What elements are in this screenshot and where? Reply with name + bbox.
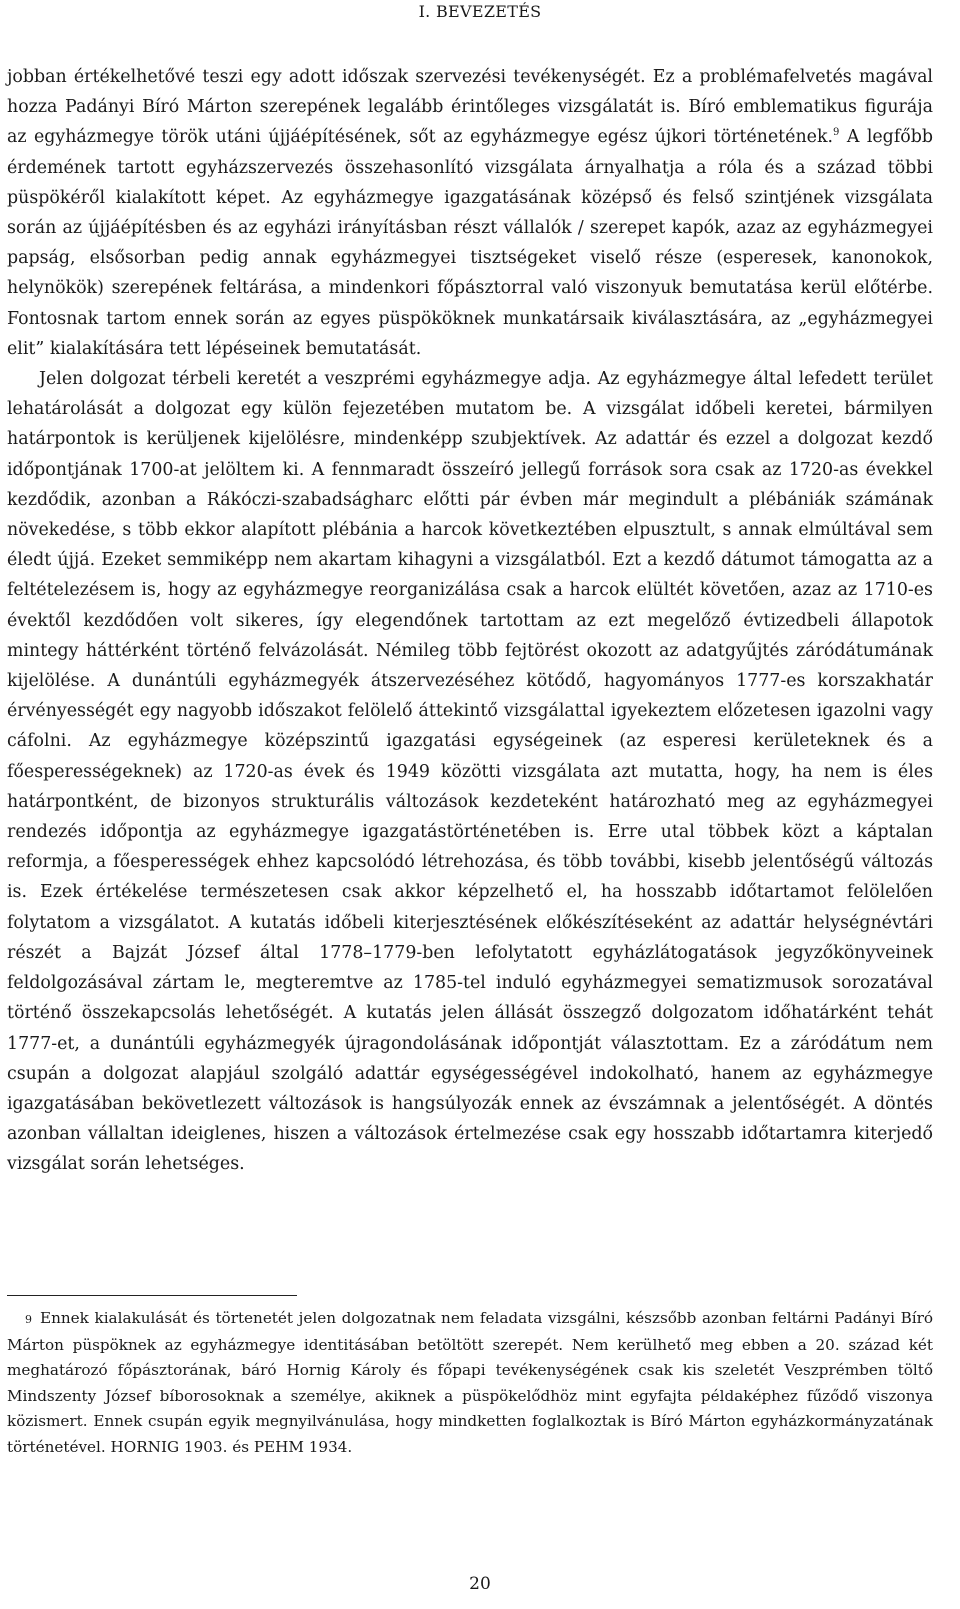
footnote-9	[7, 1306, 933, 1461]
footnote-mark: 9	[25, 1313, 32, 1326]
running-head: I. BEVEZETÉS	[418, 2, 542, 21]
page-number: 20	[469, 1574, 491, 1594]
paragraph-2: Jelen dolgozat térbeli keretét a veszprémi egyházmegye adja. Az egyházmegye által lefedett terület lehatárolását a dolgozat egy külön fejezetében mutatom be. A vizsgálat időbeli keretei, bármilyen határpontok is kerüljenek kijelölésre, mindenképp szubjektívek. Az adattár és ezzel a dolgozat kezdő időpontjának 1700-at jelöltem ki. A fennmaradt összeíró jellegű források sora csak az 1720-as évekkel kezdődik, azonban a Rákóczi-szabadságharc előtti pár évben már megindult a plébániák számának növekedése, s több ekkor alapított plébánia a harcok következtében elpusztult, s annak elmúltával sem éledt újjá. Ezeket semmiképp nem akartam kihagyni a vizsgálatból. Ezt a kezdő dátumot támogatta az a feltételezésem is, hogy az egyházmegye reorganizálása csak a harcok elültét követően, azaz az 1710-es évektől kezdődően volt sikeres, így elegendőnek tartottam az ezt megelőző évtizedbeli állapotok mintegy háttérként történő felvázolását. Némileg több fejtörést okozott az adatgyűjtés záródátumának kijelölése. A dunántúli egyházmegyék átszervezéséhez kötődő, hagyományos 1777-es korszakhatár érvényességét egy nagyobb időszakot felölelő áttekintő vizsgálattal igyekeztem előzetesen igazolni vagy cáfolni. Az egyházmegye középszintű igazgatási egységeinek (az esperesi kerületeknek és a főesperességeknek) az 1720-as évek és 1949 közötti vizsgálata azt mutatta, hogy, ha nem is éles határpontként, de bizonyos strukturális változások kezdeteként határozható meg az egyházmegyei rendezés időpontja az egyházmegye igazgatástörténetében is. Erre utal többek közt a káptalan reformja, a főesperességek ehhez kapcsolódó létrehozása, és több további, kisebb jelentőségű változás is. Ezek értékelése természetesen csak akkor képzelhető el, ha hosszabb időtartamot felölelően folytatom a vizsgálatot. A kutatás időbeli kiterjesztésének előkészítéseként az adattár helységnévtári részét a Bajzát József által 1778–1779-ben lefolytatott egyházlátogatások jegyzőkönyveinek feldolgozásával zártam le, megteremtve az 1785-tel induló egyházmegyei sematizmusok sorozatával történő összekapcsolás lehetőségét. A kutatás jelen állását összegző dolgozatom időhatárként tehát 1777-et, a dunántúli egyházmegyék újragondolásának időpontját választottam. Ez a záródátum nem csupán a dolgozat alapjául szolgáló adattár egységességével indokolható, hanem az egyházmegye igazgatásában bekövetlezett változások is hangsúlyozák ennek az évszámnak a jelentőségét. A döntés azonban vállaltan ideiglenes, hiszen a változások értelmezése csak egy hosszabb időtartamra kiterjedő vizsgálat során lehetséges.	[7, 369, 933, 1175]
body-text	[7, 62, 933, 1180]
paragraph-1-text-b: A legfőbb érdemének tartott egyházszervezés összehasonlító vizsgálata árnyalhatja a róla és a század többi püspökéről kialakított képet. Az egyházmegye igazgatásának középső és felső szintjének vizsgálata során az újjáépítésben és az egyházi irányításban részt vállalók / szerepet kapók, azaz az egyházmegyei papság, elsősorban pedig annak egyházmegyei tisztségeket viselő része (esperesek, kanonokok, helynökök) szerepének feltárása, a mindenkori főpásztorral való viszonyuk bemutatása kerül előtérbe. Fontosnak tartom ennek során az egyes püspököknek munkatársaik kiválasztására, az „egyházmegyei elit” kialakítására tett lépéseinek bemutatását.	[7, 127, 933, 359]
footnotes	[7, 1306, 933, 1461]
footnote-references: HORNIG 1903. és PEHM 1934.	[110, 1437, 353, 1456]
footnote-separator	[7, 1295, 297, 1296]
footnote-text: Ennek kialakulását és törtenetét jelen dolgozatnak nem feladata vizsgálni, készsőbb azonban feltárni Padányi Bíró Márton püspöknek az egyházmegye identitásában betöltött szerepét. Nem kerülhető meg ebben a 20. század két meghatározó főpásztorának, báró Hornig Károly és főpapi tevékenységének csak kis szeletét Veszprémben töltő Mindszenty József bíborosoknak a személye, akiknek a püspökelődhöz mint egyfajta példaképhez fűződő viszonya közismert. Ennek csupán egyik megnyilvánulása, hogy mindketten foglalkoztak is Bíró Márton egyházkormányzatának történetével.	[7, 1309, 933, 1456]
paragraph-1	[7, 62, 933, 364]
paragraph-1-text-a: jobban értékelhetővé teszi egy adott időszak szervezési tevékenységét. Ez a problémafelvetés magával hozza Padányi Bíró Márton szerepének legalább érintőleges vizsgálatát is. Bíró emblematikus figurája az egyházmegye török utáni újjáépítésének, sőt az egyházmegye egész újkori történetének.	[7, 67, 933, 148]
footnote-reference[interactable]: 9	[833, 127, 840, 139]
